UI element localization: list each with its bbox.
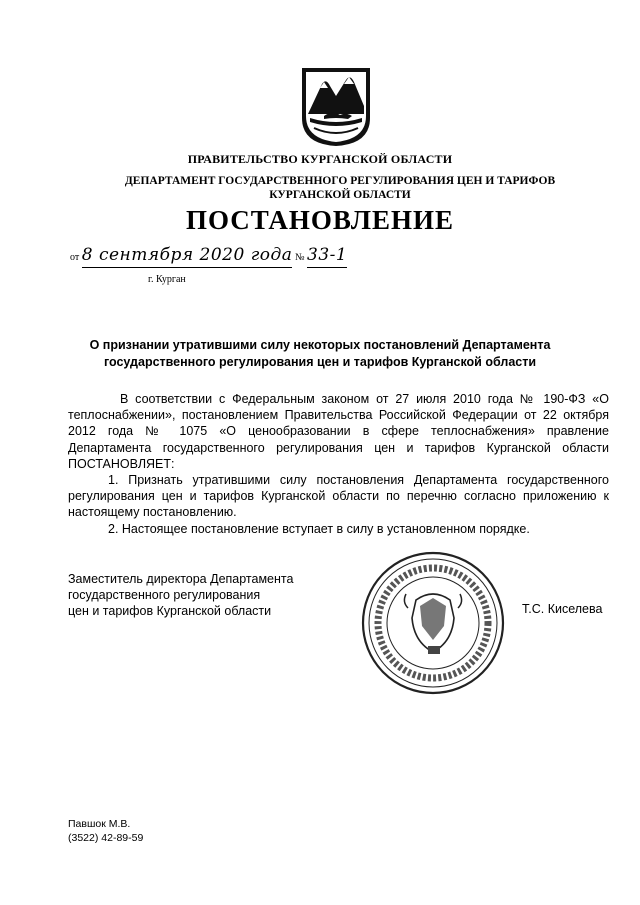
government-name: ПРАВИТЕЛЬСТВО КУРГАНСКОЙ ОБЛАСТИ	[187, 152, 453, 166]
document-date: 8 сентября 2020 года	[81, 245, 293, 265]
paragraph-preamble: В соответствии с Федеральным законом от 27 июля 2010 года № 190-ФЗ «О теплоснабжении», постановлением Правительства Российской Федерации от 22 октября 2012 года № 1075 «О ценообразовании в сфере теплоснабжения» правление Департамента государственного регулирования цен и тарифов Курганской области ПОСТАНОВЛЯЕТ:	[68, 392, 609, 471]
paragraph-item-1: 1. Признать утратившими силу постановления Департамента государственного регулирования цен и тарифов Курганской области по перечню согласно приложению к настоящему постановлению.	[68, 473, 609, 520]
document-type: ПОСТАНОВЛЕНИЕ	[185, 205, 455, 235]
signer-name: Т.С. Киселева	[522, 602, 603, 616]
document-body	[68, 391, 609, 537]
contact-info	[68, 818, 143, 845]
number-label: №	[294, 252, 305, 263]
contact-phone: (3522) 42-89-59	[68, 831, 144, 844]
signer-position: Заместитель директора Департамента государственного регулирования цен и тарифов Курганской области	[68, 572, 294, 618]
document-title: О признании утратившими силу некоторых постановлений Департамента государственного регулирования цен и тарифов Курганской области	[89, 338, 551, 369]
city: г. Курган	[148, 274, 186, 285]
official-seal-icon	[358, 548, 508, 698]
paragraph-item-2: 2. Настоящее постановление вступает в силу в установленном порядке.	[108, 521, 530, 536]
date-number-line	[70, 246, 347, 268]
date-from-label: от	[70, 252, 80, 263]
contact-name: Павшок М.В.	[68, 818, 131, 830]
department-name: ДЕПАРТАМЕНТ ГОСУДАРСТВЕННОГО РЕГУЛИРОВАНИЯ ЦЕН И ТАРИФОВ КУРГАНСКОЙ ОБЛАСТИ	[124, 175, 556, 201]
coat-of-arms-icon	[300, 66, 372, 148]
document-number: 33-1	[307, 245, 348, 265]
